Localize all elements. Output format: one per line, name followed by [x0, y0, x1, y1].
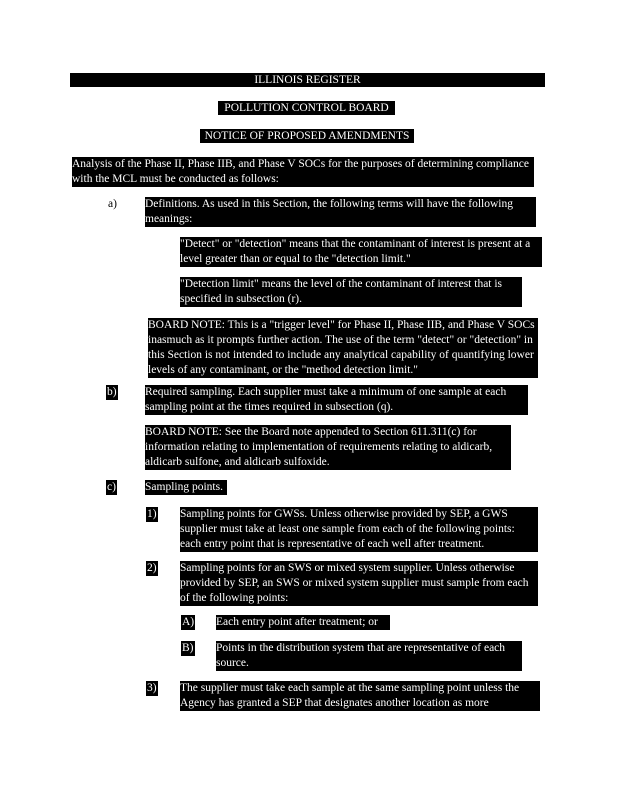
notice-title: NOTICE OF PROPOSED AMENDMENTS	[200, 129, 414, 143]
subitem-a-label: A)	[182, 616, 195, 628]
section-a-text: Definitions. As used in this Section, the following terms will have the following meanings:	[145, 197, 536, 227]
item-3-label: 3)	[147, 682, 157, 694]
board-note-a: BOARD NOTE: This is a "trigger level" for Phase II, Phase IIB, and Phase V SOCs inasmuch as it prompts further action. The use of the term "detect" or "detection" in this Section is not intended to include any analytical capability of quantifying lower levels of any contaminant, or the "method detection limit."	[148, 318, 538, 378]
item-1-label: 1)	[147, 508, 157, 520]
register-title: ILLINOIS REGISTER	[70, 73, 545, 87]
subitem-b-label: B)	[182, 642, 194, 654]
detection-limit-definition: "Detection limit" means the level of the contaminant of interest that is specified in subsection (r).	[180, 277, 522, 307]
section-b-label: b)	[107, 386, 117, 398]
item-2-text: Sampling points for an SWS or mixed system supplier. Unless otherwise provided by SEP, an SWS or mixed system supplier must sample from each of the following points:	[180, 561, 538, 606]
subitem-a-text: Each entry point after treatment; or	[216, 615, 390, 630]
section-a-label: a)	[108, 198, 117, 210]
board-note-b: BOARD NOTE: See the Board note appended to Section 611.311(c) for information relating to implementation of requirements relating to aldicarb, aldicarb sulfone, and aldicarb sulfoxide.	[145, 425, 511, 470]
board-title: POLLUTION CONTROL BOARD	[218, 101, 395, 115]
intro-paragraph: Analysis of the Phase II, Phase IIB, and Phase V SOCs for the purposes of determining compliance with the MCL must be conducted as follows:	[72, 157, 534, 187]
section-c-label: c)	[107, 481, 116, 493]
item-2-label: 2)	[147, 562, 157, 574]
item-1-text: Sampling points for GWSs. Unless otherwise provided by SEP, a GWS supplier must take at least one sample from each of the following points: each entry point that is representative of each well after treatment.	[180, 507, 538, 552]
subitem-b-text: Points in the distribution system that are representative of each source.	[216, 641, 522, 671]
section-c-text: Sampling points.	[145, 480, 227, 495]
detect-definition: "Detect" or "detection" means that the contaminant of interest is present at a level greater than or equal to the "detection limit."	[180, 237, 542, 267]
item-3-text: The supplier must take each sample at the same sampling point unless the Agency has granted a SEP that designates another location as more	[180, 681, 540, 711]
section-b-text: Required sampling. Each supplier must take a minimum of one sample at each sampling point at the times required in subsection (q).	[145, 385, 528, 415]
